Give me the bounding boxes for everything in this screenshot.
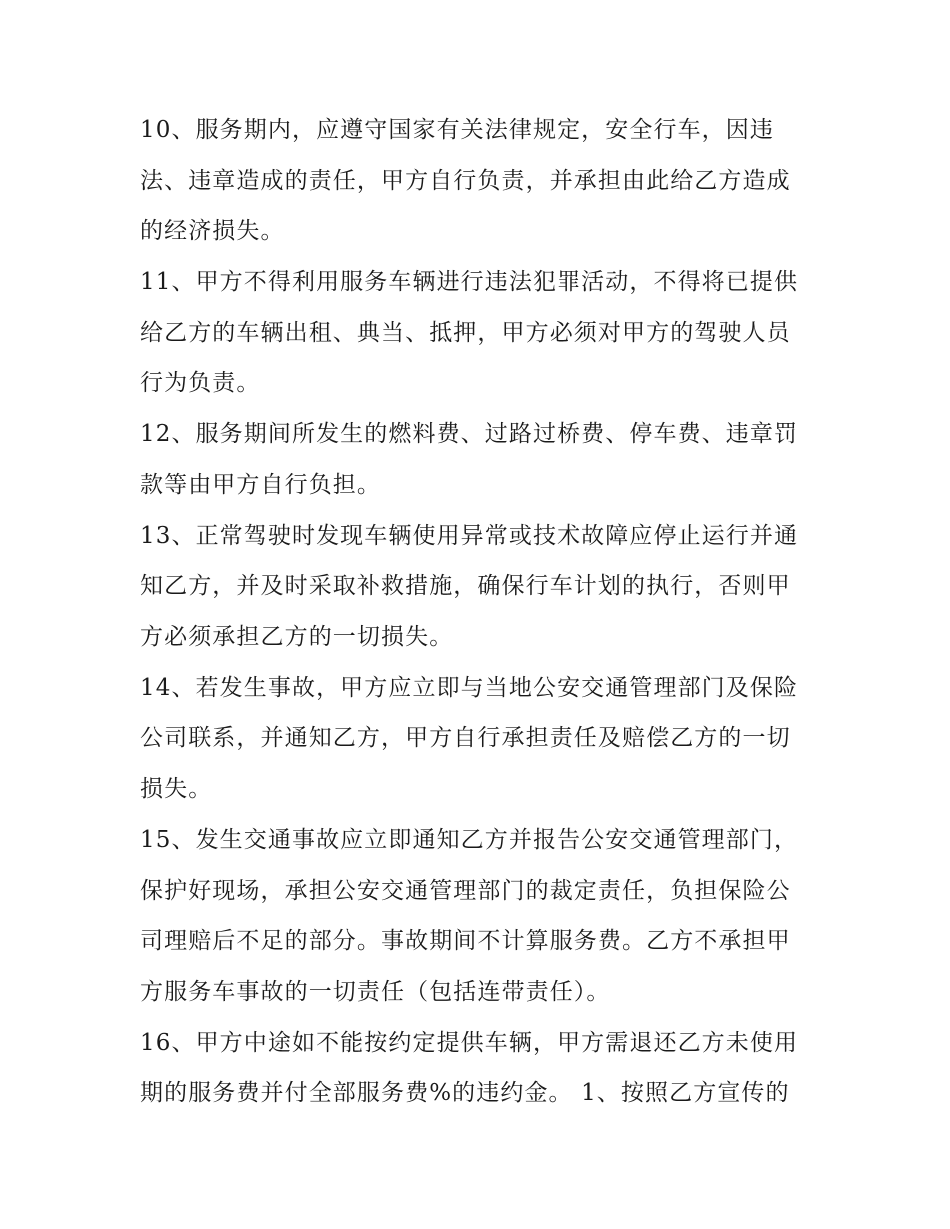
text-line: 方服务车事故的一切责任（包括连带责任）。	[140, 979, 611, 1005]
text-line: 法、违章造成的责任，甲方自行负责，并承担由此给乙方造成	[140, 168, 791, 194]
text-line: 10、服务期内，应遵守国家有关法律规定，安全行车，因违	[140, 117, 774, 143]
text-line: 保护好现场，承担公安交通管理部门的裁定责任，负担保险公	[140, 878, 791, 904]
text-line: 16、甲方中途如不能按约定提供车辆，甲方需退还乙方未使用	[140, 1030, 799, 1056]
text-line: 知乙方，并及时采取补救措施，确保行车计划的执行，否则甲	[140, 573, 791, 599]
text-line: 的经济损失。	[140, 218, 285, 244]
text-line: 损失。	[140, 776, 213, 802]
text-line: 期的服务费并付全部服务费%的违约金。 1、按照乙方宣传的	[140, 1080, 790, 1106]
text-line: 13、正常驾驶时发现车辆使用异常或技术故障应停止运行并通	[140, 523, 799, 549]
text-line: 公司联系，并通知乙方，甲方自行承担责任及赔偿乙方的一切	[140, 725, 791, 751]
text-line: 司理赔后不足的部分。事故期间不计算服务费。乙方不承担甲	[140, 928, 791, 954]
text-line: 11、甲方不得利用服务车辆进行违法犯罪活动，不得将已提供	[140, 269, 799, 295]
text-line: 款等由甲方自行负担。	[140, 472, 381, 498]
text-line: 给乙方的车辆出租、典当、抵押，甲方必须对甲方的驾驶人员	[140, 320, 791, 346]
text-line: 15、发生交通事故应立即通知乙方并报告公安交通管理部门，	[140, 827, 799, 853]
text-line: 12、服务期间所发生的燃料费、过路过桥费、停车费、违章罚	[140, 421, 799, 447]
text-line: 方必须承担乙方的一切损失。	[140, 624, 454, 650]
text-line: 行为负责。	[140, 370, 261, 396]
text-line: 14、若发生事故，甲方应立即与当地公安交通管理部门及保险	[140, 675, 799, 701]
